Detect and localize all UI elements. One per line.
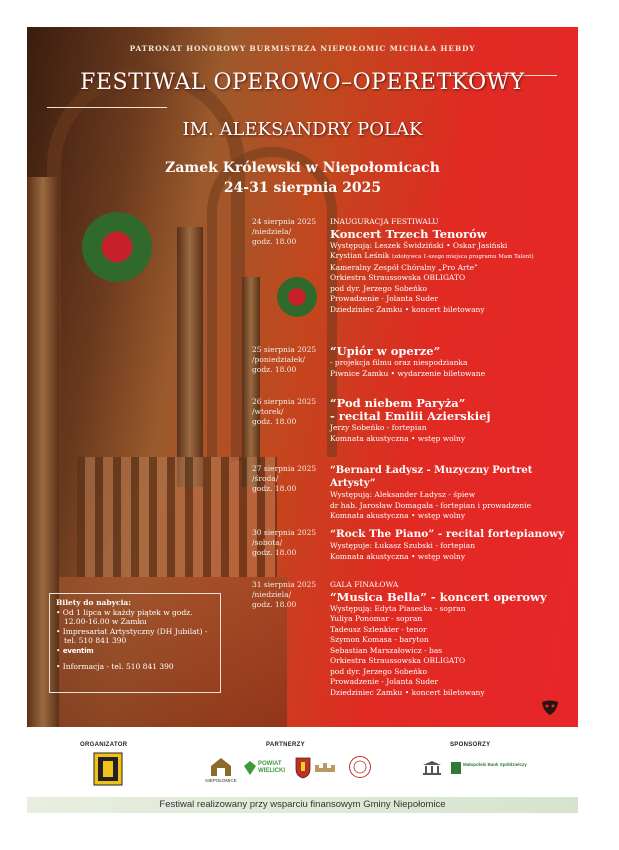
venue: Zamek Królewski w Niepołomicach [165,160,440,176]
tickets-box [49,593,221,693]
event-line: pod dyr. Jerzego Sobeńko [330,283,427,293]
event-line: Kameralny Zespół Chóralny „Pro Arte” [330,262,478,272]
castle-logo-icon [313,760,341,774]
bank-logo-icon [450,761,462,775]
powiat-logo-icon [243,760,257,776]
event-line: Tadeusz Szlenkier - tenor [330,624,427,634]
eventim-logo: eventim [62,646,94,655]
event-body [330,217,575,315]
event-line: Prowadzenie - Jolanta Suder [330,677,439,686]
event-weekday: /sobota/ [252,538,283,547]
event-time: godz. 18.00 [252,417,297,426]
event-title: Koncert Trzech Tenorów [330,226,487,241]
event-weekday: /poniedziałek/ [252,355,306,364]
event-line: Dziedziniec Zamku • koncert biletowany [330,687,485,697]
tickets-item: • eventim [56,645,94,655]
event-date: 24 sierpnia 2025 [252,217,317,226]
event-time: godz. 18.00 [252,548,297,557]
event-weekday: /wtorek/ [252,407,284,416]
event-line: Krystian Leśnik (zdobywca 1-szego miejsca programu Mam Talent) [330,251,534,260]
event-line: Jerzy Sobeńko - fortepian [330,423,427,432]
event-time: godz. 18.00 [252,365,297,374]
niepolomice-logo-text: NIEPOŁOMICE [205,778,237,783]
event-line: Występuje: Łukasz Szubski - fortepian [330,541,476,550]
tickets-heading: Bilety do nabycia: [56,598,132,607]
event-line: Komnata akustyczna • wstęp wolny [330,511,466,520]
event-when [252,580,327,610]
event-label: GALA FINAŁOWA [330,580,399,589]
event-body [330,345,575,379]
event-when [252,397,327,427]
event-date: 31 sierpnia 2025 [252,580,317,589]
event-label: INAUGURACJA FESTIWALU [330,217,439,226]
event-date: 25 sierpnia 2025 [252,345,317,354]
event-body [330,464,575,522]
event-title: “Musica Bella” - koncert operowy [330,589,547,604]
bank-logo-text: Małopolski Bank Spółdzielczy [463,762,527,767]
event-line: Orkiestra Straussowska OBLIGATO [330,656,466,665]
event-line: Komnata akustyczna • wstęp wolny [330,433,466,443]
event-title: - recital Emilii Azierskiej [330,409,491,423]
festival-subtitle: IM. ALEKSANDRY POLAK [182,119,423,140]
patronage-line: PATRONAT HONOROWY BURMISTRZA NIEPOŁOMIC MICHAŁA HEBDY [129,44,476,53]
column-decor [177,227,203,487]
event-line: Orkiestra Straussowska OBLIGATO [330,273,466,282]
event-line: Yuliya Ponomar - sopran [330,614,423,623]
powiat-logo-text: POWIAT WIELICKI [258,761,285,774]
festival-dates: 24-31 sierpnia 2025 [223,180,382,196]
event-line: Występują: Aleksander Ładysz - śpiew [330,490,476,499]
event-weekday: /niedziela/ [252,590,292,599]
column-decor [242,277,260,487]
crest-logo-icon [295,757,311,779]
event-body [330,580,575,698]
sponsor-building-icon [422,760,442,776]
event-line: Piwnice Zamku • wydarzenie biletowane [330,368,486,378]
event-title: “Rock The Piano” - recital fortepianowy [330,528,565,540]
event-time: godz. 18.00 [252,484,297,493]
event-title: “Bernard Ładysz - Muzyczny Portret Artysty” [330,465,533,489]
tickets-item: • Od 1 lipca w każdy piątek w godz. 12.00-16.00 w Zamku [56,607,193,626]
event-line: dr hab. Jarosław Domagała - fortepian i prowadzenie [330,500,532,510]
event-line: Dziedziniec Zamku • koncert biletowany [330,304,485,314]
event-note: (zdobywca 1-szego miejsca programu Mam Talent) [391,254,534,260]
event-body [330,397,575,444]
event-weekday: /środa/ [252,474,279,483]
event-line: Prowadzenie - Jolanta Suder [330,294,439,303]
event-body [330,528,575,562]
event-line: Występują: Edyta Piasecka - sopran [330,603,466,613]
organizer-label: ORGANIZATOR [80,742,128,748]
event-weekday: /niedziela/ [252,227,292,236]
event-title: “Upiór w operze” [330,344,441,358]
partners-label: PARTNERZY [266,742,305,748]
event-time: godz. 18.00 [252,237,297,246]
event-line: Szymon Komasa - baryton [330,635,429,644]
tickets-item: • Impresariat Artystyczny (DH Jubilat) - tel. 510 841 390 [56,626,208,645]
event-title: “Pod niebem Paryża” [330,396,466,410]
event-time: godz. 18.00 [252,600,297,609]
event-when [252,528,327,558]
tickets-item: • Informacja - tel. 510 841 390 [56,662,174,671]
flowers-decor [277,277,317,317]
festival-title: FESTIWAL OPEROWO–OPERETKOWY [80,70,525,95]
event-line: Występują: Leszek Świdziński • Oskar Jasiński [330,240,508,250]
event-line: Komnata akustyczna • wstęp wolny [330,551,466,561]
event-line: Sebastian Marszałowicz - bas [330,645,443,655]
theatre-mask-icon [539,699,561,717]
sponsors-label: SPONSORZY [450,742,491,748]
funding-banner [27,797,578,813]
organizer-logo-icon [93,752,123,786]
funding-banner-text: Festiwal realizowany przy wsparciu finansowym Gminy Niepołomice [159,799,446,810]
flowers-decor [82,212,152,282]
balustrade-decor [77,457,277,577]
event-date: 26 sierpnia 2025 [252,397,317,406]
event-line: - projekcja filmu oraz niespodzianka [330,358,468,367]
ornament-line [47,107,167,108]
event-line: pod dyr. Jerzego Sobeńko [330,666,427,676]
event-date: 30 sierpnia 2025 [252,528,317,537]
event-when [252,345,327,375]
event-when [252,217,327,247]
event-when [252,464,327,494]
partner-seal-icon [348,755,372,779]
event-date: 27 sierpnia 2025 [252,464,317,473]
poster [27,27,578,727]
